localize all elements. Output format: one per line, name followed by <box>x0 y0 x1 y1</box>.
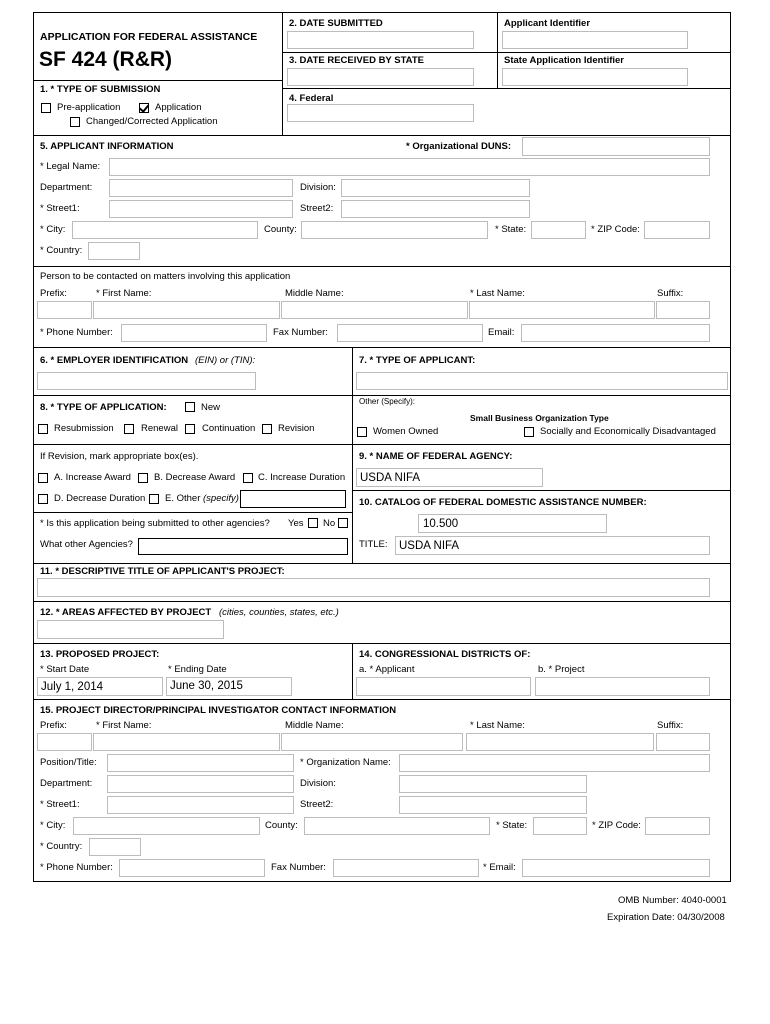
increase-duration-label: C. Increase Duration <box>258 472 346 483</box>
resubmission-label: Resubmission <box>54 423 114 434</box>
other-agencies-question: * Is this application being submitted to other agencies? <box>40 518 270 529</box>
agency-value: USDA NIFA <box>360 472 421 484</box>
street1-label: * Street1: <box>40 203 80 214</box>
pd-position-field[interactable] <box>107 754 294 772</box>
disadvantaged-label: Socially and Economically Disadvantaged <box>540 426 716 437</box>
continuation-checkbox[interactable] <box>185 424 195 434</box>
pd-org-name-label: * Organization Name: <box>300 757 391 768</box>
street2-field[interactable] <box>341 200 530 218</box>
pd-phone-label: * Phone Number: <box>40 862 113 873</box>
yes-checkbox[interactable] <box>308 518 318 528</box>
pd-department-field[interactable] <box>107 775 294 793</box>
project-title-heading: 11. * DESCRIPTIVE TITLE OF APPLICANT'S PROJECT: <box>40 566 285 577</box>
proposed-title: 13. PROPOSED PROJECT: <box>40 649 160 660</box>
district-project-field[interactable] <box>535 677 710 696</box>
applicant-identifier-label: Applicant Identifier <box>504 18 591 29</box>
contact-phone-label: * Phone Number: <box>40 327 113 338</box>
pd-position-label: Position/Title: <box>40 757 97 768</box>
legal-name-label: * Legal Name: <box>40 161 101 172</box>
state-app-identifier-label: State Application Identifier <box>504 55 624 66</box>
date-received-field[interactable] <box>287 68 474 86</box>
federal-identifier-field[interactable] <box>287 104 474 122</box>
contact-email-label: Email: <box>488 327 515 338</box>
pd-country-field[interactable] <box>89 838 141 856</box>
new-label: New <box>201 402 221 413</box>
type-applicant-other-label: Other (Specify): <box>359 397 416 406</box>
division-label: Division: <box>300 182 336 193</box>
no-label: No <box>323 518 336 529</box>
pd-email-label: * Email: <box>483 862 516 873</box>
contact-last-name-label: * Last Name: <box>470 288 525 299</box>
revision-note: If Revision, mark appropriate box(es). <box>40 451 199 462</box>
pd-middle-name-field[interactable] <box>281 733 463 751</box>
decrease-duration-checkbox[interactable] <box>38 494 48 504</box>
county-label: County: <box>264 224 297 235</box>
divider <box>497 12 498 88</box>
start-date-value: July 1, 2014 <box>41 681 104 693</box>
contact-middle-name-label: Middle Name: <box>285 288 344 299</box>
contact-phone-field[interactable] <box>121 324 267 342</box>
ein-title: 6. * EMPLOYER IDENTIFICATION <box>40 355 189 366</box>
pd-city-label: * City: <box>40 820 66 831</box>
no-checkbox[interactable] <box>338 518 348 528</box>
catalog-title: 10. CATALOG OF FEDERAL DOMESTIC ASSISTANCE NUMBER: <box>359 497 647 508</box>
contact-heading: Person to be contacted on matters involving this application <box>40 271 291 282</box>
applicant-identifier-field[interactable] <box>502 31 688 49</box>
district-applicant-field[interactable] <box>356 677 531 696</box>
pre-application-label: Pre-application <box>57 102 121 113</box>
divider <box>33 395 731 396</box>
new-checkbox[interactable] <box>185 402 195 412</box>
pd-last-name-label: * Last Name: <box>470 720 525 731</box>
divider <box>33 80 282 81</box>
increase-award-checkbox[interactable] <box>38 473 48 483</box>
other-specify-field[interactable] <box>240 490 346 508</box>
pd-zip-label: * ZIP Code: <box>592 820 641 831</box>
changed-corrected-label: Changed/Corrected Application <box>86 116 218 127</box>
pd-street1-field[interactable] <box>107 796 294 814</box>
decrease-award-label: B. Decrease Award <box>154 472 236 483</box>
areas-field[interactable] <box>37 620 224 639</box>
divider <box>282 52 731 53</box>
duns-field[interactable] <box>522 137 710 156</box>
city-field[interactable] <box>72 221 258 239</box>
ein-field[interactable] <box>37 372 256 390</box>
pd-title: 15. PROJECT DIRECTOR/PRINCIPAL INVESTIGATOR CONTACT INFORMATION <box>40 705 397 716</box>
contact-first-name-label: * First Name: <box>96 288 152 299</box>
date-submitted-label: 2. DATE SUBMITTED <box>289 18 383 29</box>
divider <box>33 266 731 267</box>
pd-street1-label: * Street1: <box>40 799 80 810</box>
pd-suffix-label: Suffix: <box>657 720 684 731</box>
state-app-identifier-field[interactable] <box>502 68 688 86</box>
renewal-label: Renewal <box>141 423 178 434</box>
applicant-info-title: 5. APPLICANT INFORMATION <box>40 141 174 152</box>
type-applicant-title: 7. * TYPE OF APPLICANT: <box>359 355 476 366</box>
areas-title-suffix: (cities, counties, states, etc.) <box>219 607 339 618</box>
country-label: * Country: <box>40 245 83 256</box>
contact-prefix-field[interactable] <box>37 301 92 319</box>
contact-email-field[interactable] <box>521 324 710 342</box>
county-field[interactable] <box>301 221 488 239</box>
contact-suffix-field[interactable] <box>656 301 710 319</box>
pd-zip-field[interactable] <box>645 817 710 835</box>
type-applicant-field[interactable] <box>356 372 728 390</box>
pd-suffix-field[interactable] <box>656 733 710 751</box>
disadvantaged-checkbox[interactable] <box>524 427 534 437</box>
department-field[interactable] <box>109 179 293 197</box>
pre-application-checkbox[interactable] <box>41 103 51 113</box>
divider <box>33 601 731 602</box>
pd-fax-field[interactable] <box>333 859 479 877</box>
start-date-label: * Start Date <box>40 664 90 675</box>
date-received-label: 3. DATE RECEIVED BY STATE <box>289 55 424 66</box>
increase-duration-checkbox[interactable] <box>243 473 253 483</box>
divider <box>33 444 731 445</box>
omb-number: OMB Number: 4040-0001 <box>618 895 727 906</box>
street1-field[interactable] <box>109 200 293 218</box>
end-date-label: * Ending Date <box>168 664 227 675</box>
contact-prefix-label: Prefix: <box>40 288 67 299</box>
small-business-label: Small Business Organization Type <box>470 413 609 423</box>
pd-phone-field[interactable] <box>119 859 265 877</box>
project-title-field[interactable] <box>37 578 710 597</box>
pd-org-name-field[interactable] <box>399 754 710 772</box>
street2-label: Street2: <box>300 203 334 214</box>
renewal-checkbox[interactable] <box>124 424 134 434</box>
contact-suffix-label: Suffix: <box>657 288 684 299</box>
legal-name-field[interactable] <box>109 158 710 176</box>
zip-label: * ZIP Code: <box>591 224 640 235</box>
other-specify-label: (specify) <box>203 493 239 504</box>
other-label: E. Other <box>165 493 201 504</box>
divider <box>33 563 731 564</box>
state-field[interactable] <box>531 221 586 239</box>
divider <box>282 88 731 89</box>
pd-street2-field[interactable] <box>399 796 587 814</box>
pd-prefix-label: Prefix: <box>40 720 67 731</box>
revision-label: Revision <box>278 423 315 434</box>
app-title: APPLICATION FOR FEDERAL ASSISTANCE <box>40 31 258 43</box>
catalog-title-value: USDA NIFA <box>399 540 460 552</box>
resubmission-checkbox[interactable] <box>38 424 48 434</box>
zip-field[interactable] <box>644 221 710 239</box>
catalog-title-label: TITLE: <box>359 539 388 550</box>
pd-county-field[interactable] <box>304 817 490 835</box>
divider <box>282 12 283 135</box>
contact-first-name-field[interactable] <box>93 301 280 319</box>
decrease-duration-label: D. Decrease Duration <box>54 493 146 504</box>
division-field[interactable] <box>341 179 530 197</box>
divider <box>33 699 731 700</box>
date-submitted-field[interactable] <box>287 31 474 49</box>
pd-city-field[interactable] <box>73 817 260 835</box>
city-label: * City: <box>40 224 66 235</box>
decrease-award-checkbox[interactable] <box>138 473 148 483</box>
application-label: Application <box>155 102 202 113</box>
catalog-number-value: 10.500 <box>423 518 459 530</box>
pd-division-label: Division: <box>300 778 336 789</box>
application-checkbox[interactable] <box>139 103 149 113</box>
type-application-title: 8. * TYPE OF APPLICATION: <box>40 402 167 413</box>
pd-prefix-field[interactable] <box>37 733 92 751</box>
what-agencies-field[interactable] <box>138 538 348 555</box>
pd-first-name-label: * First Name: <box>96 720 152 731</box>
end-date-value: June 30, 2015 <box>170 680 243 692</box>
department-label: Department: <box>40 182 93 193</box>
state-label: * State: <box>495 224 527 235</box>
duns-label: * Organizational DUNS: <box>406 141 512 152</box>
what-agencies-label: What other Agencies? <box>40 539 133 550</box>
pd-country-label: * Country: <box>40 841 83 852</box>
expiration-date: Expiration Date: 04/30/2008 <box>607 912 725 923</box>
areas-title: 12. * AREAS AFFECTED BY PROJECT <box>40 607 212 618</box>
divider <box>33 347 731 348</box>
pd-department-label: Department: <box>40 778 93 789</box>
divider <box>352 643 353 699</box>
divider <box>33 512 352 513</box>
contact-fax-field[interactable] <box>337 324 483 342</box>
pd-middle-name-label: Middle Name: <box>285 720 344 731</box>
yes-label: Yes <box>288 518 304 529</box>
pd-last-name-field[interactable] <box>466 733 654 751</box>
agency-title: 9. * NAME OF FEDERAL AGENCY: <box>359 451 513 462</box>
other-checkbox[interactable] <box>149 494 159 504</box>
pd-state-field[interactable] <box>533 817 587 835</box>
divider <box>33 135 731 136</box>
pd-state-label: * State: <box>496 820 528 831</box>
divider <box>33 643 731 644</box>
country-field[interactable] <box>88 242 140 260</box>
contact-fax-label: Fax Number: <box>273 327 328 338</box>
women-owned-label: Women Owned <box>373 426 439 437</box>
increase-award-label: A. Increase Award <box>54 472 131 483</box>
continuation-label: Continuation <box>202 423 256 434</box>
contact-last-name-field[interactable] <box>469 301 655 319</box>
pd-county-label: County: <box>265 820 298 831</box>
districts-title: 14. CONGRESSIONAL DISTRICTS OF: <box>359 649 531 660</box>
district-project-label: b. * Project <box>538 664 585 675</box>
pd-email-field[interactable] <box>522 859 710 877</box>
revision-checkbox[interactable] <box>262 424 272 434</box>
changed-corrected-checkbox[interactable] <box>70 117 80 127</box>
divider <box>352 347 353 563</box>
ein-title-suffix: (EIN) or (TIN): <box>195 355 256 366</box>
pd-street2-label: Street2: <box>300 799 334 810</box>
district-applicant-label: a. * Applicant <box>359 664 415 675</box>
submission-title: 1. * TYPE OF SUBMISSION <box>40 84 161 95</box>
pd-first-name-field[interactable] <box>93 733 280 751</box>
pd-division-field[interactable] <box>399 775 587 793</box>
divider <box>352 490 731 491</box>
contact-middle-name-field[interactable] <box>281 301 468 319</box>
women-owned-checkbox[interactable] <box>357 427 367 437</box>
federal-label: 4. Federal <box>289 93 334 104</box>
form-name: SF 424 (R&R) <box>39 48 173 71</box>
pd-fax-label: Fax Number: <box>271 862 326 873</box>
